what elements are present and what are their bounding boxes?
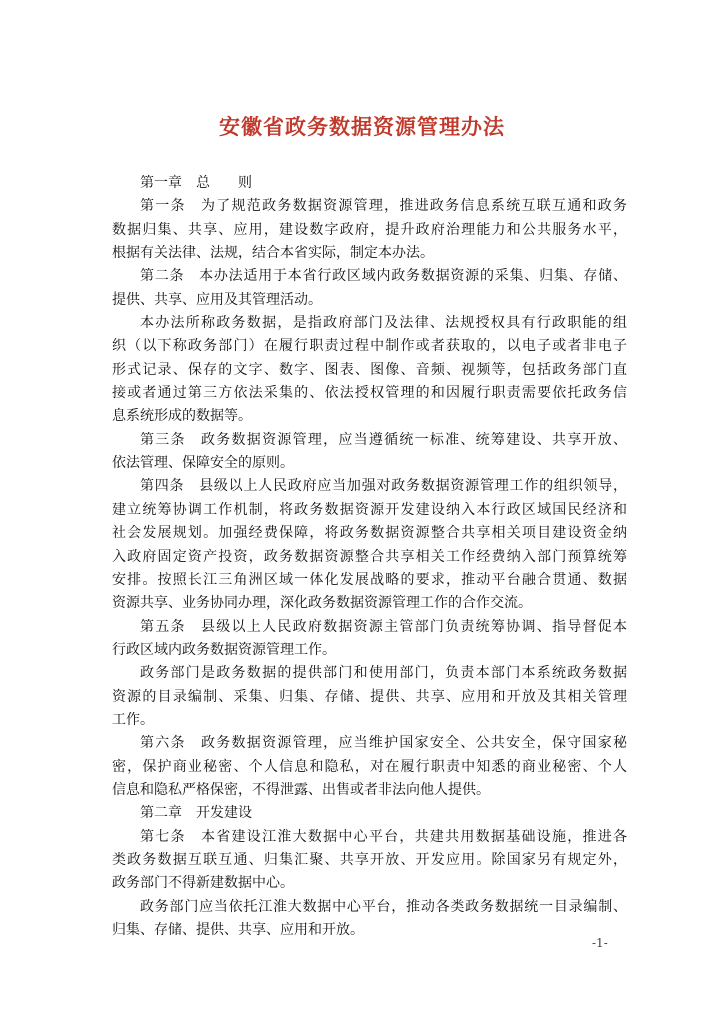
text-line: 政务部门是政务数据的提供部门和使用部门，负责本部门本系统政务数据 [140,665,627,682]
text-line: 资源共享、业务协同办理，深化政务数据资源管理工作的合作交流。 [112,595,532,612]
text-line: 社会发展规划。加强经费保障，将政务数据资源整合共享相关项目建设资金纳 [112,525,627,542]
document-body [112,172,627,942]
text-line: 建立统筹协调工作机制，将政务数据资源开发建设纳入本行政区域国民经济和 [112,501,627,518]
text-line: 织（以下称政务部门）在履行职责过程中制作或者获取的，以电子或者非电子 [112,338,627,355]
text-line: 政务部门不得新建数据中心。 [112,875,294,892]
text-line: 政务部门应当依托江淮大数据中心平台，推动各类政务数据统一目录编制、 [140,898,627,915]
text-line: 资源的目录编制、采集、归集、存储、提供、共享、应用和开放及其相关管理 [112,688,627,705]
text-line: 第五条 县级以上人民政府数据资源主管部门负责统筹协调、指导督促本 [140,618,627,635]
text-line: 行政区域内政务数据资源管理工作。 [112,641,336,658]
text-line: 工作。 [112,711,154,728]
text-line: 提供、共享、应用及其管理活动。 [112,291,322,308]
text-line: 本办法所称政务数据，是指政府部门及法律、法规授权具有行政职能的组 [140,315,627,332]
text-line: 第六条 政务数据资源管理，应当维护国家安全、公共安全，保守国家秘 [140,735,627,752]
text-line: 第二章 开发建设 [140,805,252,822]
text-line: 依法管理、保障安全的原则。 [112,455,294,472]
text-line: 入政府固定资产投资，政务数据资源整合共享相关工作经费纳入部门预算统筹 [112,548,627,565]
text-line: 安排。按照长江三角洲区域一体化发展战略的要求，推动平台融合贯通、数据 [112,571,627,588]
text-line: 密，保护商业秘密、个人信息和隐私，对在履行职责中知悉的商业秘密、个人 [112,758,627,775]
text-line: 第三条 政务数据资源管理，应当遵循统一标准、统筹建设、共享开放、 [140,431,627,448]
text-line: 数据归集、共享、应用，建设数字政府，提升政府治理能力和公共服务水平， [112,221,627,238]
text-line: 形式记录、保存的文字、数字、图表、图像、音频、视频等，包括政务部门直 [112,361,627,378]
text-line: 归集、存储、提供、共享、应用和开放。 [112,922,364,938]
text-line: 第二条 本办法适用于本省行政区域内政务数据资源的采集、归集、存储、 [140,268,627,285]
text-line: 第四条 县级以上人民政府应当加强对政务数据资源管理工作的组织领导， [140,478,627,495]
text-line: 第一章 总 则 [140,175,252,191]
text-line: 息系统形成的数据等。 [112,408,252,425]
document-title: 安徽省政务数据资源管理办法 [219,114,505,139]
text-line: 信息和隐私严格保密，不得泄露、出售或者非法向他人提供。 [112,781,490,798]
text-line: 根据有关法律、法规，结合本省实际，制定本办法。 [112,245,434,262]
text-line: 类政务数据互联互通、归集汇聚、共享开放、开发应用。除国家另有规定外， [112,851,627,868]
text-line: 第七条 本省建设江淮大数据中心平台，共建共用数据基础设施，推进各 [140,828,627,845]
page-number: -1- [592,936,608,950]
text-line: 第一条 为了规范政务数据资源管理，推进政务信息系统互联互通和政务 [140,198,627,215]
text-line: 接或者通过第三方依法采集的、依法授权管理的和因履行职责需要依托政务信 [112,385,627,402]
